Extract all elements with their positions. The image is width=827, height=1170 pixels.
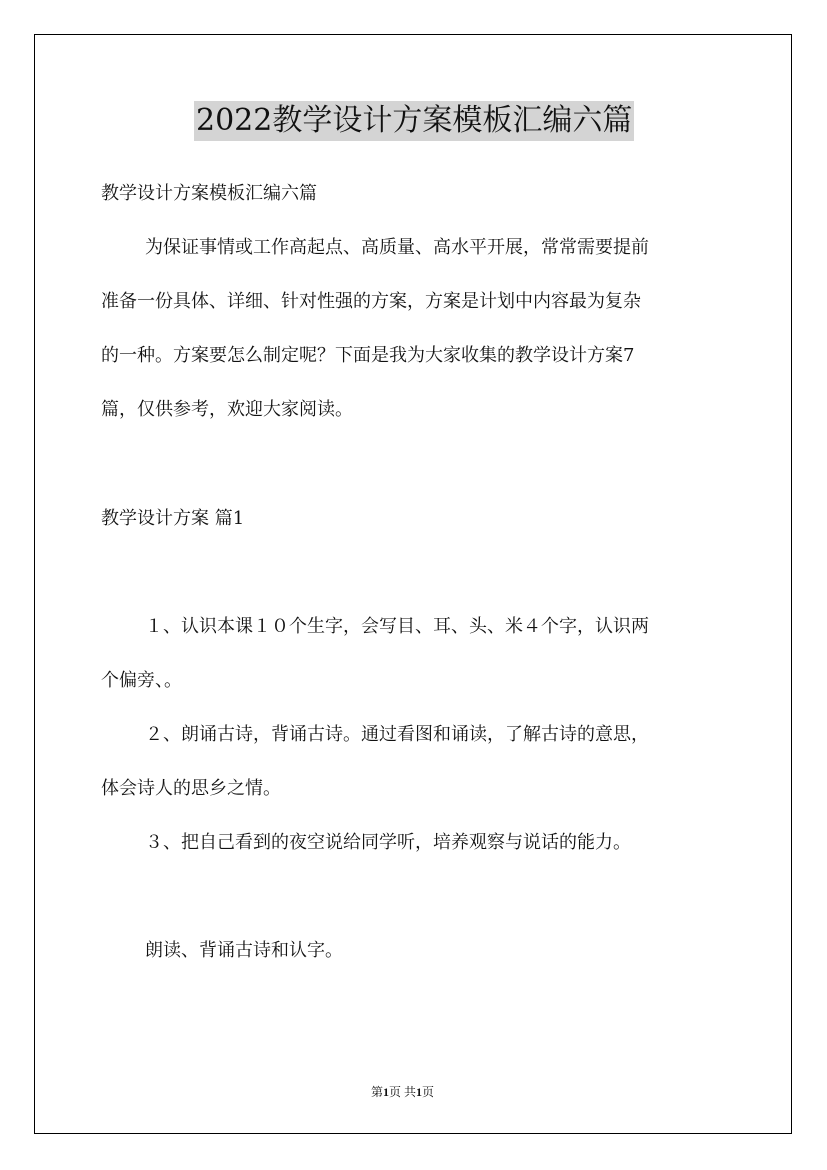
document-title: 2022教学设计方案模板汇编六篇 xyxy=(194,101,634,141)
objective-line-4: 体会诗人的思乡之情。 xyxy=(101,778,281,799)
objective-line-5: ３、把自己看到的夜空说给同学听，培养观察与说话的能力。 xyxy=(145,832,631,853)
document-subtitle: 教学设计方案模板汇编六篇 xyxy=(101,183,317,204)
page-footer xyxy=(371,1084,434,1100)
objective-line-3: ２、朗诵古诗，背诵古诗。通过看图和诵读，了解古诗的意思， xyxy=(145,724,649,745)
objective-line-1: １、认识本课１０个生字，会写目、耳、头、米４个字，认识两 xyxy=(145,616,649,637)
intro-line-2: 准备一份具体、详细、针对性强的方案，方案是计划中内容最为复杂 xyxy=(101,291,641,312)
intro-line-4: 篇，仅供参考，欢迎大家阅读。 xyxy=(101,399,353,420)
intro-line-1: 为保证事情或工作高起点、高质量、高水平开展，常常需要提前 xyxy=(145,237,649,258)
intro-line-3: 的一种。方案要怎么制定呢？下面是我为大家收集的教学设计方案7 xyxy=(101,345,635,366)
footer-page-total: 1 xyxy=(416,1085,423,1099)
footer-label-post: 页 xyxy=(422,1085,435,1099)
objective-line-2: 个偏旁、。 xyxy=(101,670,182,691)
footer-page-num: 1 xyxy=(383,1085,390,1099)
section-heading: 教学设计方案 篇1 xyxy=(101,508,245,529)
footer-label-pre: 第 xyxy=(371,1085,384,1099)
footer-label-mid: 页 共 xyxy=(389,1085,417,1099)
focus-line: 朗读、背诵古诗和认字。 xyxy=(145,940,343,961)
